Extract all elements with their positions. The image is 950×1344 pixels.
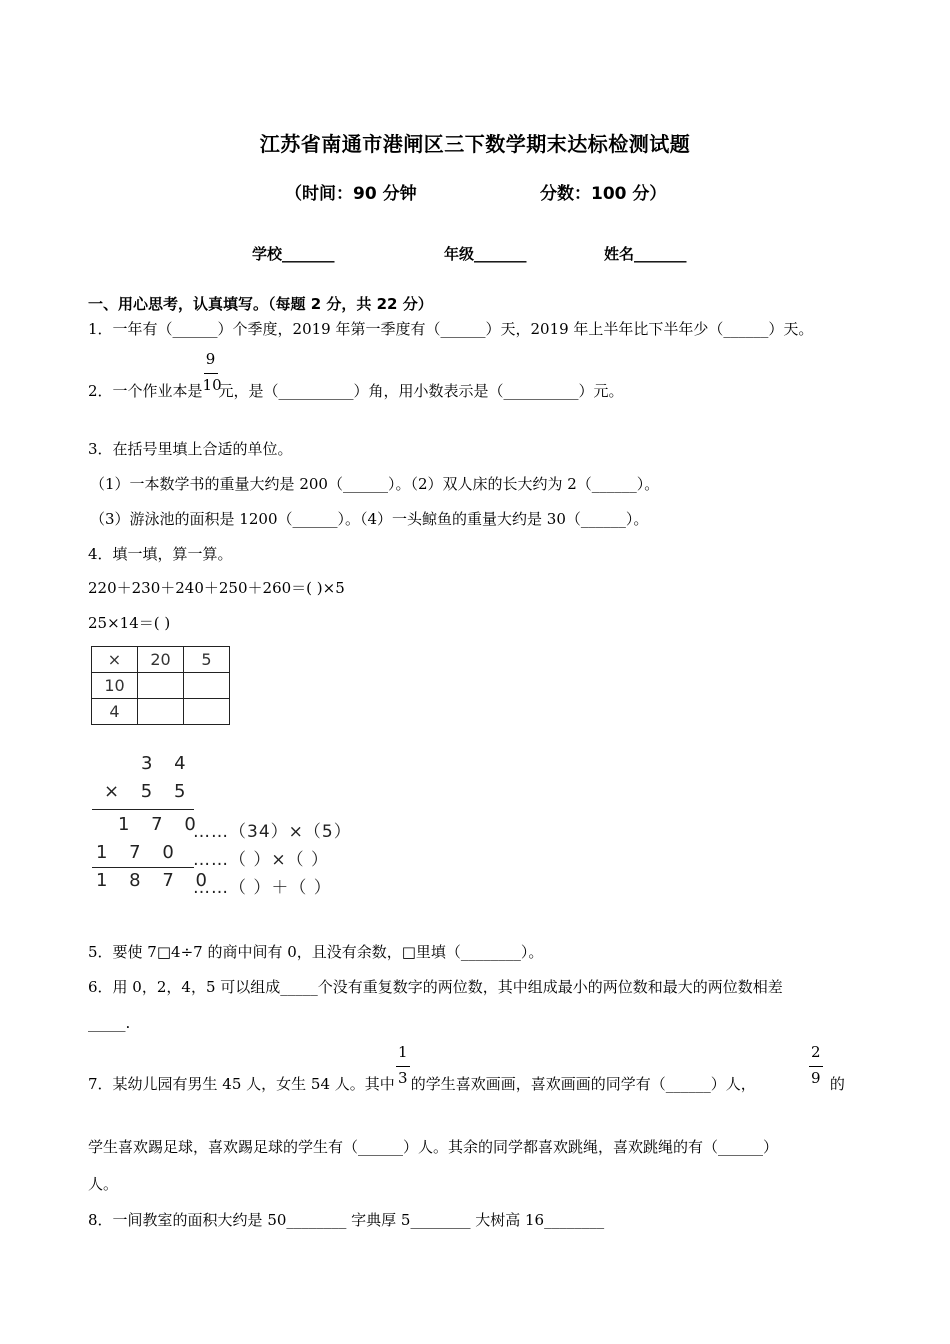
section-heading: 一、用心思考，认真填写。（每题 2 分，共 22 分） <box>88 295 433 313</box>
fraction-denominator: 10 <box>202 376 222 394</box>
school-field: 学校_______ <box>252 245 335 263</box>
q7-suffix: 的 <box>829 1075 845 1093</box>
score-label: 分数：100 分） <box>540 184 667 204</box>
vm-multiplicand: 3 4 <box>141 753 194 774</box>
fraction-denominator: 9 <box>811 1069 821 1087</box>
question-3-part2: （3）游泳池的面积是 1200（______）。（4）一头鲸鱼的重量大约是 30（______）。 <box>90 510 649 528</box>
fraction-numerator: 1 <box>398 1043 408 1061</box>
q4-equation-1: 220＋230＋240＋250＋260＝( )×5 <box>88 579 345 597</box>
fraction-9-10 <box>202 350 222 396</box>
grid-cell: 20 <box>138 647 184 673</box>
time-label: （时间：90 分钟 <box>285 184 417 204</box>
grid-cell <box>138 673 184 699</box>
question-3-part1: （1）一本数学书的重量大约是 200（______）。（2）双人床的长大约为 2（______）。 <box>90 475 660 493</box>
question-7-cont: 学生喜欢踢足球，喜欢踢足球的学生有（______）人。其余的同学都喜欢跳绳，喜欢跳绳的有（______） <box>88 1138 779 1156</box>
question-8: 8．一间教室的面积大约是 50________ 字典厚 5________ 大树高 16________ <box>88 1211 605 1229</box>
grid-cell <box>184 699 230 725</box>
grade-field: 年级_______ <box>444 245 527 263</box>
grid-row <box>92 699 230 725</box>
grid-header-row <box>92 647 230 673</box>
grid-cell: 5 <box>184 647 230 673</box>
vm-note-2: ……（ ）×（ ） <box>193 850 330 870</box>
fraction-denominator: 3 <box>398 1069 408 1087</box>
question-7-end: 人。 <box>88 1175 119 1193</box>
q4-equation-2: 25×14＝( ) <box>88 614 171 632</box>
fraction-1-3 <box>395 1043 411 1089</box>
q2-suffix: 元，是（__________）角，用小数表示是（__________）元。 <box>218 382 624 400</box>
vm-rule <box>92 867 194 868</box>
question-4: 4．填一填，算一算。 <box>88 545 233 563</box>
q7-prefix: 7．某幼儿园有男生 45 人，女生 54 人。其中 <box>88 1075 395 1093</box>
grid-cell <box>138 699 184 725</box>
name-field: 姓名_______ <box>604 245 687 263</box>
question-6-cont: _____. <box>88 1014 131 1032</box>
question-1: 1．一年有（______）个季度，2019 年第一季度有（______）天，2019 年上半年比下半年少（______）天。 <box>88 320 814 338</box>
q7-mid: 的学生喜欢画画，喜欢画画的同学有（______）人， <box>410 1075 756 1093</box>
vm-rule <box>92 809 194 810</box>
vm-multiplier: × 5 5 <box>104 781 194 802</box>
question-5: 5．要使 7□4÷7 的商中间有 0，且没有余数，□里填（________）。 <box>88 943 544 961</box>
grid-cell <box>184 673 230 699</box>
grid-cell: 4 <box>92 699 138 725</box>
fraction-numerator: 9 <box>205 350 216 368</box>
vm-product: 1 8 7 0 <box>96 870 215 891</box>
vm-partial-1: 1 7 0 <box>118 814 204 835</box>
page-title: 江苏省南通市港闸区三下数学期末达标检测试题 <box>259 132 691 156</box>
vm-note-1: ……（34）×（5） <box>193 822 352 842</box>
question-2 <box>88 350 624 401</box>
grid-cell: × <box>92 647 138 673</box>
question-6: 6．用 0，2，4，5 可以组成_____个没有重复数字的两位数，其中组成最小的两位数和最大的两位数相差 <box>88 978 783 996</box>
grid-row <box>92 673 230 699</box>
question-3: 3．在括号里填上合适的单位。 <box>88 440 293 458</box>
multiplication-grid <box>91 646 230 725</box>
fraction-numerator: 2 <box>811 1043 821 1061</box>
vm-partial-2: 1 7 0 <box>96 842 182 863</box>
q2-prefix: 2．一个作业本是 <box>88 382 203 400</box>
vm-note-3: ……（ ）＋（ ） <box>193 878 332 898</box>
question-7 <box>88 1043 845 1094</box>
fraction-2-9 <box>808 1043 824 1089</box>
grid-cell: 10 <box>92 673 138 699</box>
